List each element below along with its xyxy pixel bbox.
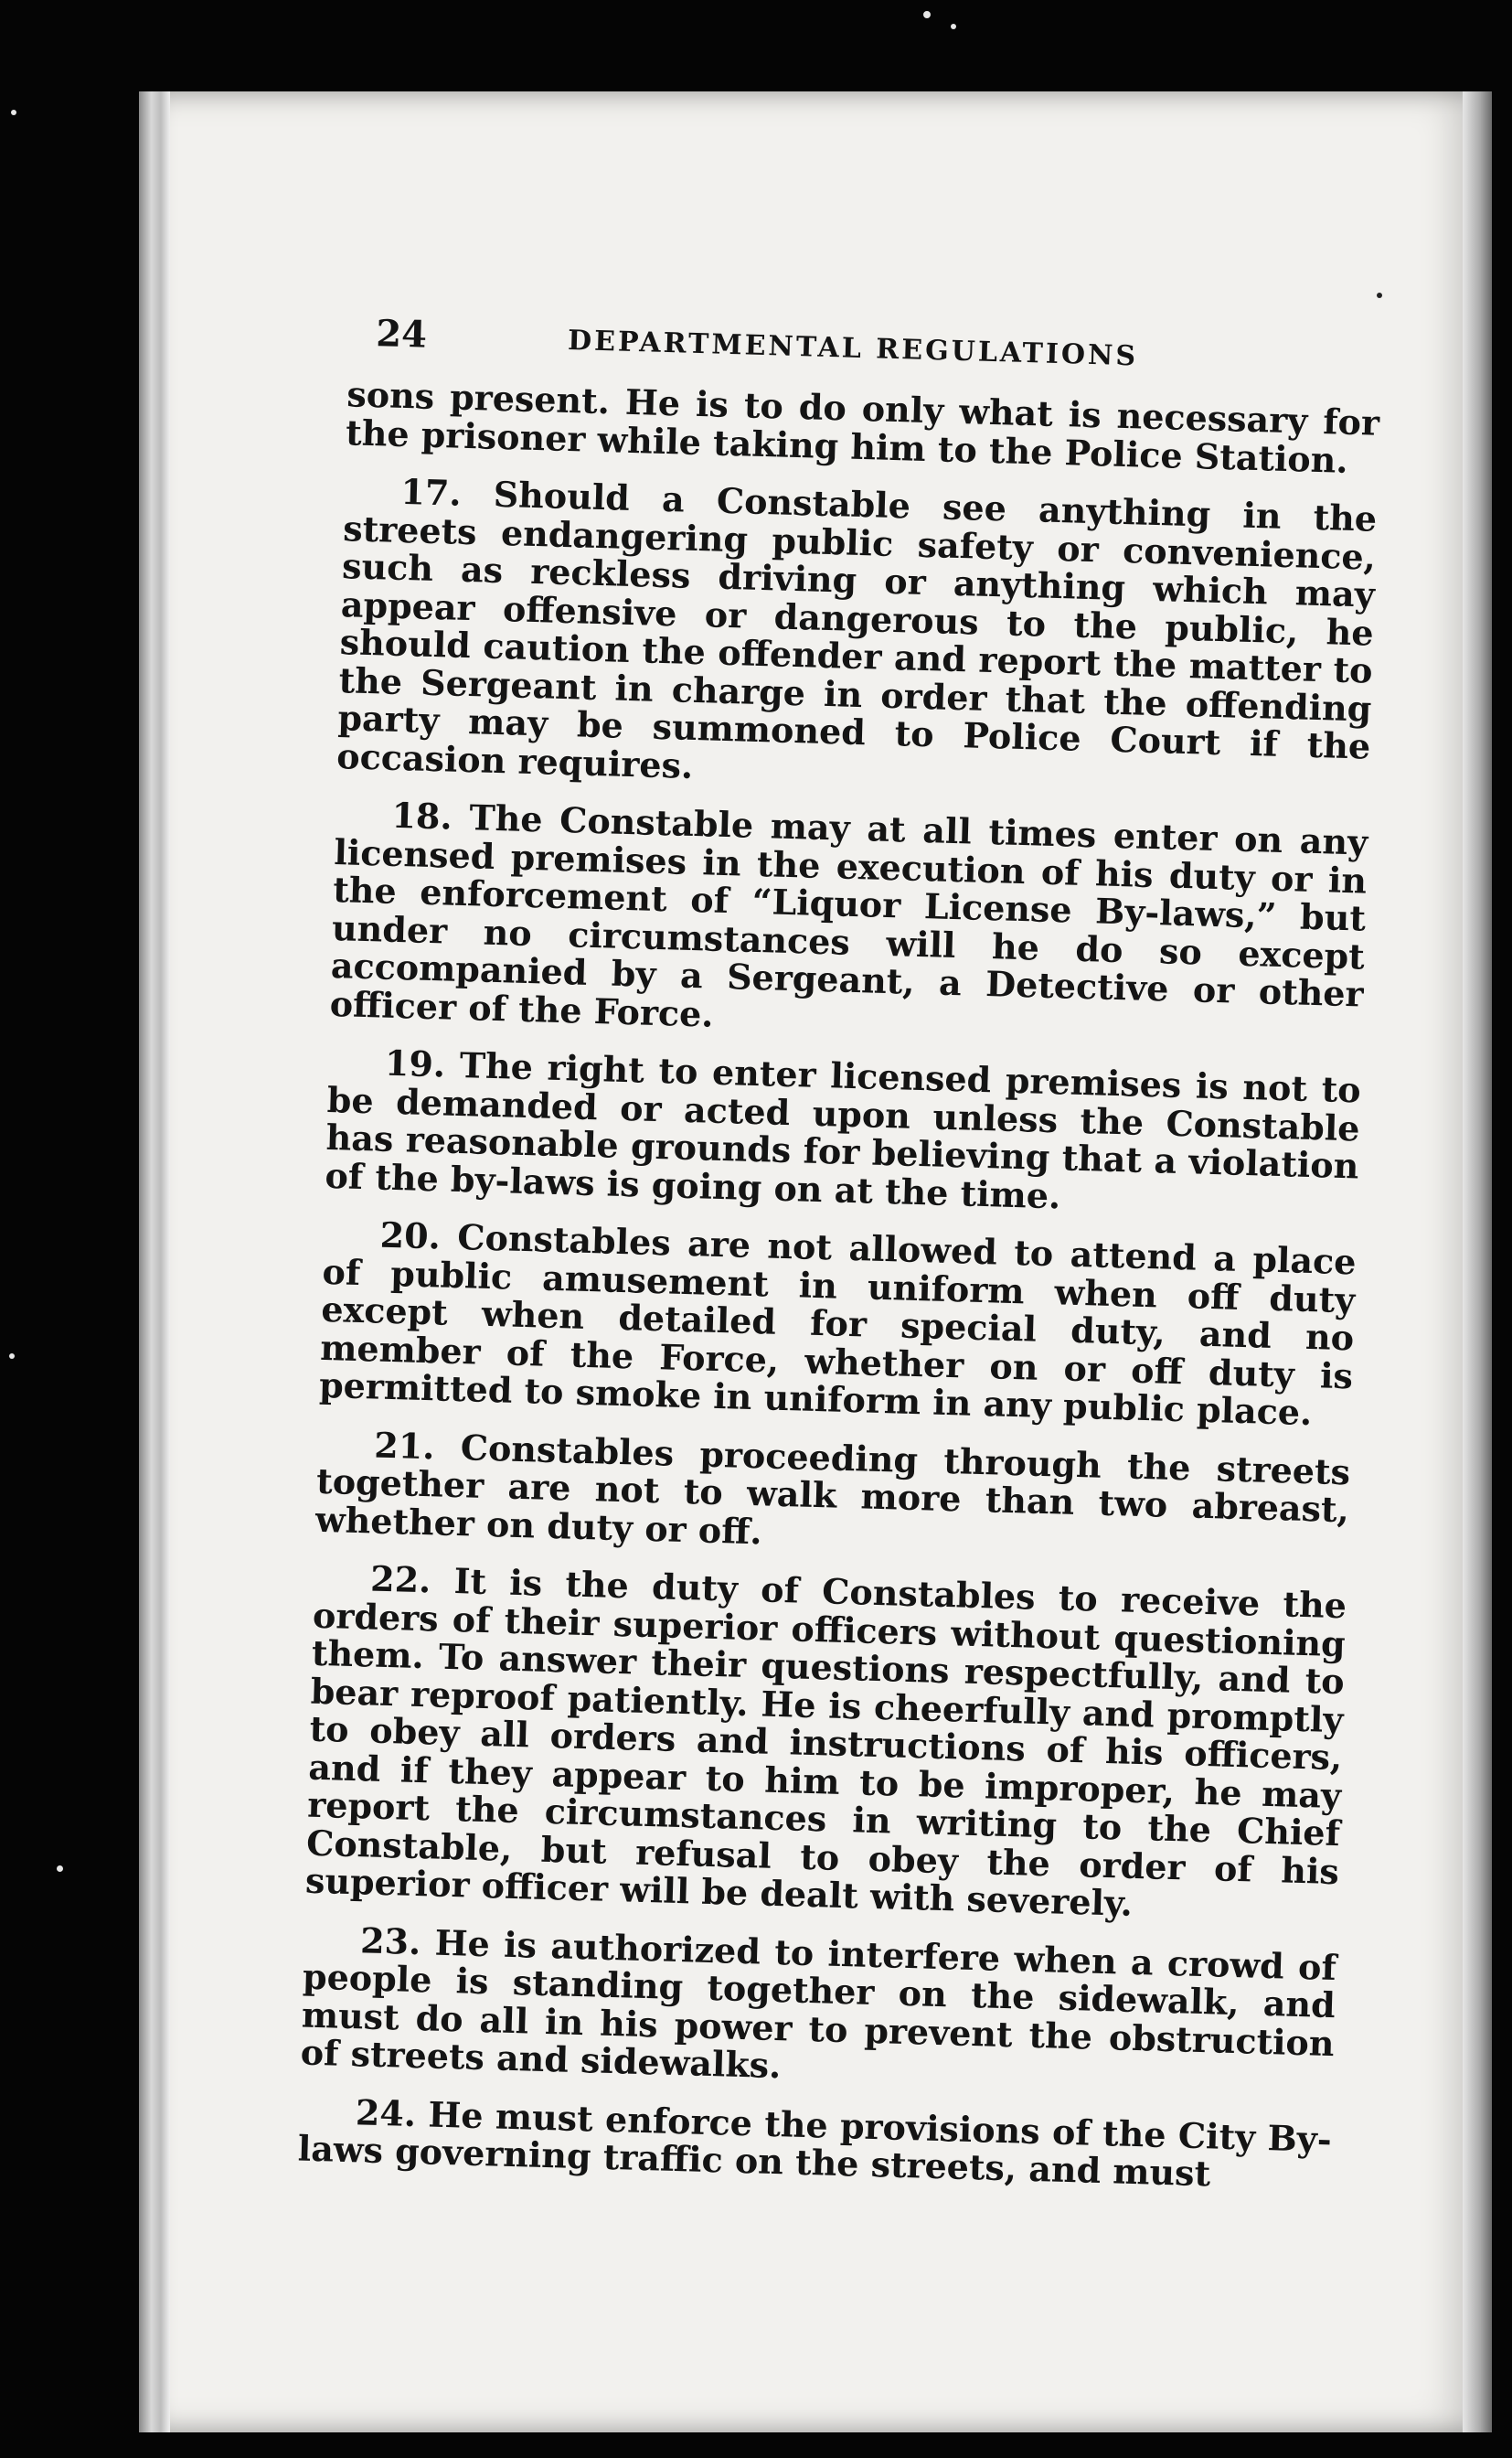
page-binding-edge (139, 91, 170, 2432)
dust-speck (11, 110, 16, 115)
paragraph-17: 17. Should a Constable see anything in the streets endangering public safety or convenience, such as reckless driving or anything which may appear offensive or dangerous to the public, he should caution the offender and report the matter to the Sergeant in charge in order that the offending party may be summoned to Police Court if the occasion requires. (335, 470, 1378, 786)
paragraph-18: 18. The Constable may at all times enter on any licensed premises in the execution of his duty or in the enforcement of “Liquor License By-laws,” but under no circumstances will he do so except accompanied by a Sergeant, a Detective or other officer of the Force. (329, 794, 1368, 1035)
body-text (297, 375, 1379, 2196)
dust-speck (1377, 293, 1382, 298)
page-number: 24 (375, 312, 428, 357)
page-outer-edge (1463, 91, 1492, 2432)
paragraph-23: 23. He is authorized to interfere when a crowd of people is standing together on the sidewalk, and must do all in his power to prevent the obstruction of streets and sidewalks. (300, 1918, 1337, 2087)
paragraph-24: 24. He must enforce the provisions of the City By-laws governing traffic on the streets, and must (297, 2090, 1333, 2195)
paragraph-21: 21. Constables proceeding through the streets together are not to walk more than two abreast, whether on duty or off. (314, 1424, 1351, 1552)
dust-speck (951, 24, 956, 29)
paragraph-19: 19. The right to enter licensed premises is not to be demanded or acted upon unless the Constable has reasonable grounds for believing that a violation of the by-laws is going on at the time. (324, 1042, 1362, 1216)
dust-speck (57, 1865, 63, 1872)
dust-speck (923, 11, 931, 18)
dust-speck (9, 1353, 15, 1359)
paragraph-20: 20. Constables are not allowed to attend a place of public amusement in uniform when off duty except when detailed for special duty, and no member of the Force, whether on or off duty is permitted to smoke in uniform in any public place. (318, 1213, 1358, 1434)
running-head: DEPARTMENTAL REGULATIONS (567, 324, 1139, 373)
page-content (287, 311, 1381, 2223)
paragraph-22: 22. It is the duty of Constables to receive the orders of their superior officers without questioning them. To answer their questions respectfully, and to bear reproof patiently. He is cheerfully and promptly to obey all orders and instructions of his officers, and if they appear to him to be improper, he may report the circumstances in writing to the Chief Constable, but refusal to obey the order of his superior officer will be dealt with severely. (304, 1557, 1347, 1924)
paragraph-continued: sons present. He is to do only what is necessary for the prisoner while taking him to the Police Station. (345, 373, 1380, 481)
